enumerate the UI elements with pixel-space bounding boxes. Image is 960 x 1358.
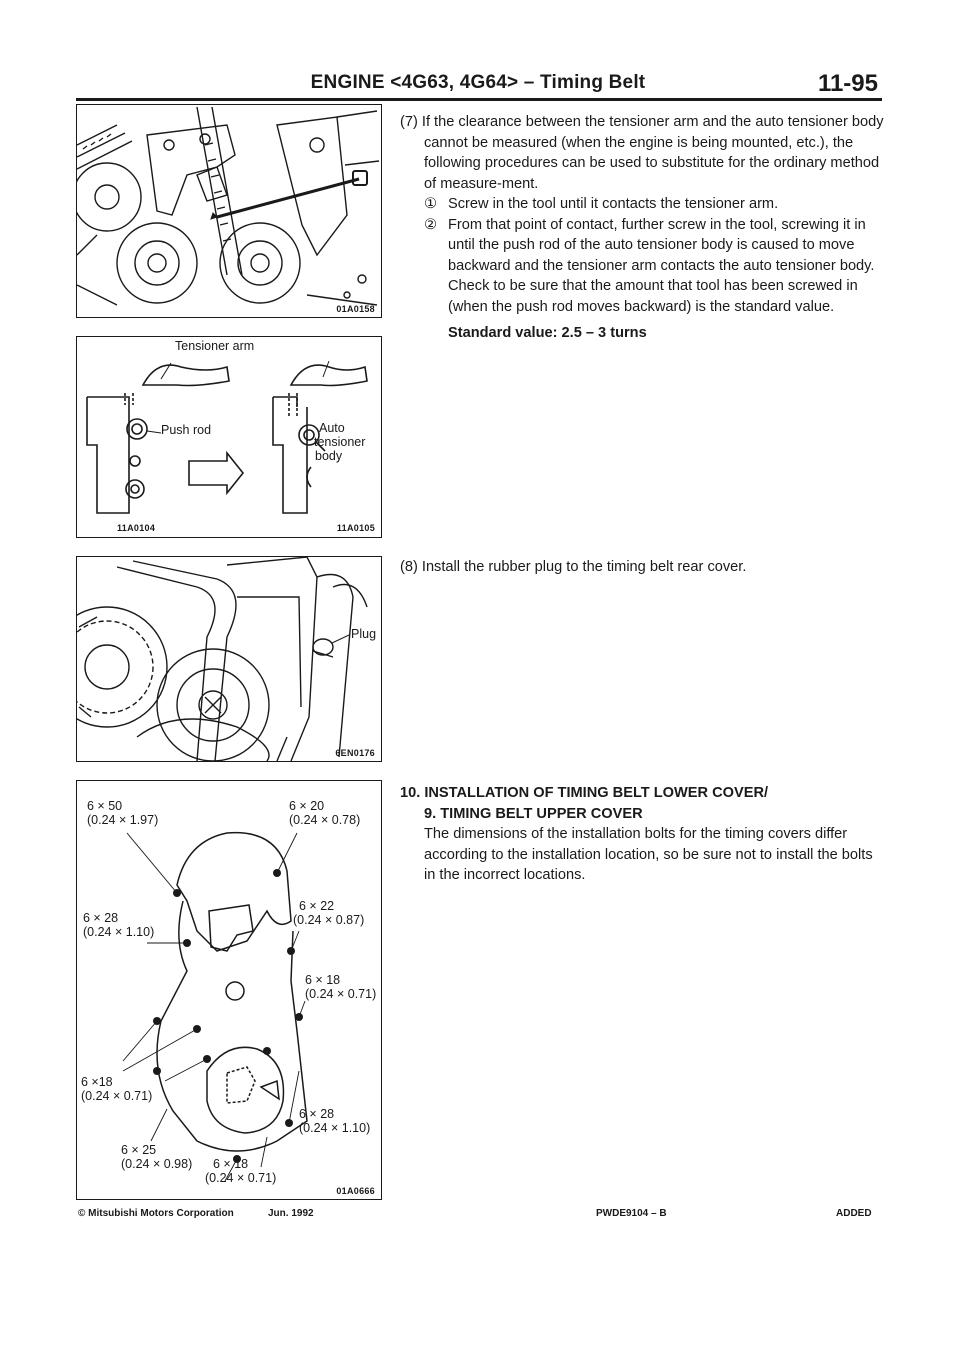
bolt-size: 6 × 22 (299, 899, 335, 913)
step-7-check: Check to be sure that the amount that tool has been screwed in (when the push rod moves backward) is the standard value. (448, 278, 858, 315)
page-header (76, 70, 880, 98)
bolt-inch: (0.24 × 1.97) (87, 813, 159, 827)
label-tensioner: tensioner (314, 435, 366, 449)
step-7-sub-1-text: Screw in the tool until it contacts the tensioner arm. (448, 196, 779, 212)
section-10-heading-1: 10. INSTALLATION OF TIMING BELT LOWER COVER/ (400, 785, 769, 801)
step-7-sub-2 (400, 215, 884, 277)
label-body: body (315, 449, 343, 463)
figure-code: 01A0158 (336, 304, 375, 314)
figure-rubber-plug (76, 556, 382, 762)
figure-code: 01A0666 (336, 1186, 375, 1196)
figure-rubber-plug-drawing (77, 557, 381, 761)
figure-tool-installation-drawing (77, 105, 381, 317)
bolt-inch: (0.24 × 0.71) (81, 1089, 153, 1103)
bolt-inch: (0.24 × 1.10) (83, 925, 155, 939)
bolt-inch: (0.24 × 1.10) (299, 1121, 371, 1135)
step-8 (400, 557, 884, 578)
label-push-rod: Push rod (161, 423, 212, 437)
bolt-inch: (0.24 × 0.71) (205, 1171, 277, 1185)
step-7-sub-2-text: From that point of contact, further screw in the tool, screwing it in until the push rod of the auto tensioner body is caused to move backward and the tensioner arm contacts the auto tensioner body. (448, 216, 875, 274)
standard-value: Standard value: 2.5 – 3 turns (448, 325, 647, 341)
label-auto: Auto (319, 421, 345, 435)
section-10-heading-2: 9. TIMING BELT UPPER COVER (424, 805, 643, 822)
step-7-intro: (7) If the clearance between the tensioner arm and the auto tensioner body cannot be measured (when the engine is being mounted, etc.), the following procedures can be used to substitute for the ordinary method of measure-ment. (400, 114, 884, 192)
step-8-text: (8) Install the rubber plug to the timing belt rear cover. (400, 559, 747, 575)
label-plug: Plug (351, 627, 377, 641)
footer-status: ADDED (836, 1208, 872, 1219)
bolt-inch: (0.24 × 0.87) (293, 913, 365, 927)
circled-2-marker: ② (424, 216, 438, 233)
bolt-size: 6 × 18 (213, 1157, 249, 1171)
section-10-body: The dimensions of the installation bolts for the timing covers differ according to the installation location, so be sure not to install the bolts in the incorrect locations. (424, 826, 873, 883)
step-7 (400, 112, 884, 344)
bolt-inch: (0.24 × 0.78) (289, 813, 361, 827)
footer-copyright: © Mitsubishi Motors Corporation (78, 1208, 234, 1219)
bolt-size: 6 × 25 (121, 1143, 157, 1157)
section-10 (400, 783, 884, 886)
figure-code-right: 11A0105 (336, 523, 375, 533)
bolt-size: 6 × 28 (83, 911, 119, 925)
footer-date: Jun. 1992 (268, 1208, 314, 1219)
step-7-sub-1 (400, 194, 884, 215)
circled-1-marker: ① (424, 196, 438, 212)
bolt-size: 6 ×18 (81, 1075, 113, 1089)
figure-cover-bolts (76, 780, 382, 1200)
bolt-size: 6 × 20 (289, 799, 325, 813)
page-title: ENGINE <4G63, 4G64> – Timing Belt (310, 72, 646, 93)
bolt-size: 6 × 18 (305, 973, 341, 987)
figure-tensioner-pushrod (76, 336, 382, 538)
bolt-size: 6 × 50 (87, 799, 123, 813)
label-tensioner-arm: Tensioner arm (175, 339, 255, 353)
page-number: 11-95 (817, 70, 878, 97)
figure-code: 6EN0176 (335, 748, 375, 758)
header-rule (76, 98, 882, 101)
figure-tool-installation (76, 104, 382, 318)
footer-doc-number: PWDE9104 – B (596, 1208, 667, 1219)
bolt-inch: (0.24 × 0.98) (121, 1157, 193, 1171)
bolt-inch: (0.24 × 0.71) (305, 987, 377, 1001)
figure-code-left: 11A0104 (117, 523, 156, 533)
bolt-size: 6 × 28 (299, 1107, 335, 1121)
